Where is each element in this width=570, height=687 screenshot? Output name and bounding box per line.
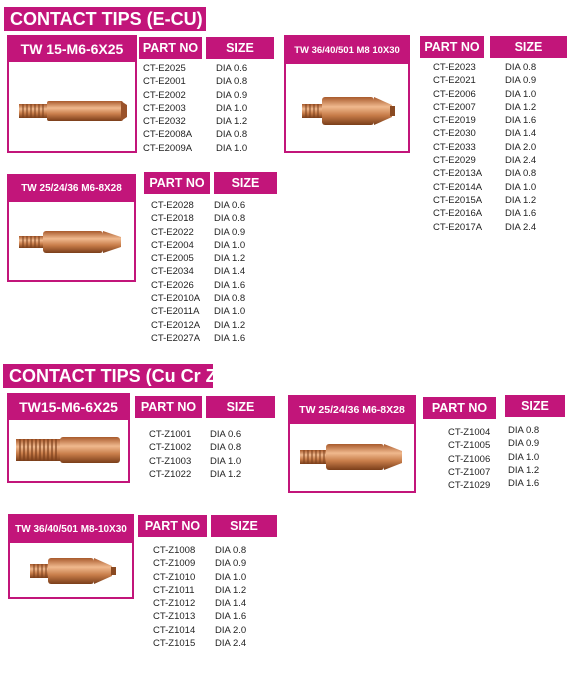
part-number: CT-E2028 — [151, 200, 194, 211]
size-value: DIA 1.6 — [505, 115, 537, 127]
size-value: DIA 0.9 — [508, 438, 540, 450]
size-value: DIA 2.4 — [505, 221, 537, 233]
header-size: SIZE — [214, 172, 277, 194]
part-number: CT-E2017A — [433, 221, 483, 233]
size-value: DIA 0.6 — [216, 63, 248, 74]
part-number: CT-E2001 — [143, 76, 186, 88]
part-number: CT-E2034 — [151, 266, 194, 278]
size-value: DIA 1.4 — [214, 266, 246, 278]
part-number: CT-E2027A — [151, 332, 201, 344]
size-value: DIA 1.2 — [505, 194, 537, 206]
size-value: DIA 1.4 — [215, 598, 247, 610]
contact-tip-image — [28, 550, 120, 592]
part-number: CT-E2003 — [143, 102, 186, 114]
size-value: DIA 1.0 — [210, 455, 242, 467]
size-list — [214, 200, 245, 346]
size-value: DIA 0.9 — [505, 75, 537, 87]
part-number: CT-Z1012 — [153, 598, 196, 610]
header-size: SIZE — [490, 36, 567, 58]
product-title: TW 25/24/36 M6-8X28 — [9, 176, 134, 202]
part-number: CT-E2005 — [151, 253, 194, 265]
part-number: CT-E2022 — [151, 226, 194, 238]
header-part-no: PART NO — [423, 397, 496, 419]
product-title: TW 36/40/501 M8-10X30 — [10, 516, 132, 543]
size-value: DIA 0.6 — [214, 200, 246, 211]
size-value: DIA 1.0 — [216, 142, 248, 154]
size-value: DIA 0.8 — [214, 213, 246, 225]
product-card-tw15-ecu — [7, 35, 137, 153]
size-value: DIA 1.0 — [215, 571, 247, 583]
size-value: DIA 1.0 — [508, 451, 540, 463]
part-number: CT-Z1011 — [153, 584, 195, 596]
header-size: SIZE — [206, 396, 275, 418]
size-value: DIA 1.2 — [214, 319, 246, 331]
size-value: DIA 1.6 — [215, 611, 247, 623]
part-number-list — [153, 544, 195, 650]
header-part-no: PART NO — [144, 172, 210, 194]
part-number: CT-Z1005 — [448, 440, 491, 452]
part-number: CT-Z1010 — [153, 571, 196, 583]
part-number: CT-Z1009 — [153, 558, 196, 570]
part-number: CT-Z1002 — [149, 442, 192, 454]
size-value: DIA 0.8 — [508, 425, 540, 436]
part-number-list — [143, 62, 192, 155]
part-number: CT-E2002 — [143, 89, 186, 101]
part-number: CT-E2013A — [433, 168, 483, 180]
part-number: CT-E2018 — [151, 213, 194, 225]
size-value: DIA 1.6 — [505, 208, 537, 220]
header-part-no: PART NO — [139, 37, 202, 59]
header-size: SIZE — [505, 395, 565, 417]
size-value: DIA 0.8 — [505, 168, 537, 180]
size-value: DIA 2.0 — [505, 141, 537, 153]
size-value: DIA 0.8 — [505, 62, 537, 73]
product-card-tw15-zr — [7, 393, 130, 483]
part-number: CT-E2021 — [433, 75, 476, 87]
part-number: CT-E2010A — [151, 293, 201, 305]
size-list — [210, 428, 241, 481]
size-list — [505, 61, 536, 234]
part-number: CT-E2012A — [151, 319, 201, 331]
part-number: CT-E2016A — [433, 208, 483, 220]
size-value: DIA 1.2 — [214, 253, 246, 265]
part-number: CT-Z1029 — [448, 480, 491, 492]
product-title: TW 15-M6-6X25 — [9, 37, 135, 62]
product-card-tw36-zr — [8, 514, 134, 599]
part-number: CT-Z1014 — [153, 624, 196, 636]
part-number: CT-E2025 — [143, 63, 186, 74]
header-part-no: PART NO — [420, 36, 484, 58]
size-value: DIA 1.2 — [216, 116, 248, 128]
contact-tip-image — [17, 93, 129, 129]
part-number: CT-E2009A — [143, 142, 193, 154]
part-number-list — [433, 61, 482, 234]
size-value: DIA 1.2 — [508, 464, 540, 476]
size-value: DIA 1.2 — [210, 468, 242, 480]
part-number: CT-E2006 — [433, 88, 476, 100]
part-number: CT-Z1008 — [153, 545, 196, 556]
part-number: CT-E2014A — [433, 181, 483, 193]
header-part-no: PART NO — [135, 396, 202, 418]
size-list — [216, 62, 247, 155]
part-number: CT-Z1022 — [149, 468, 192, 480]
contact-tip-image — [14, 431, 126, 469]
size-value: DIA 0.9 — [216, 89, 248, 101]
product-title: TW15-M6-6X25 — [9, 395, 128, 420]
part-number: CT-Z1013 — [153, 611, 196, 623]
part-number: CT-Z1003 — [149, 455, 192, 467]
size-list — [508, 425, 539, 491]
product-title: TW 25/24/36 M6-8X28 — [290, 397, 414, 424]
size-value: DIA 0.6 — [210, 429, 242, 440]
part-number: CT-E2011A — [151, 306, 200, 318]
size-value: DIA 1.0 — [214, 239, 246, 251]
part-number: CT-E2007 — [433, 101, 476, 113]
part-number-list — [448, 427, 490, 493]
product-card-tw25-zr — [288, 395, 416, 493]
size-value: DIA 1.0 — [505, 88, 537, 100]
header-size: SIZE — [211, 515, 277, 537]
part-number: CT-E2008A — [143, 129, 193, 141]
section-title-ecu: CONTACT TIPS (E-CU) — [4, 7, 206, 31]
contact-tip-image — [300, 87, 398, 135]
contact-tip-image — [298, 437, 408, 477]
size-value: DIA 0.9 — [214, 226, 246, 238]
size-value: DIA 1.2 — [505, 101, 537, 113]
size-value: DIA 0.8 — [215, 545, 247, 556]
size-value: DIA 1.0 — [216, 102, 248, 114]
size-value: DIA 0.8 — [214, 293, 246, 305]
header-size: SIZE — [206, 37, 274, 59]
size-value: DIA 0.8 — [210, 442, 242, 454]
part-number-list — [151, 200, 200, 346]
part-number: CT-E2019 — [433, 115, 476, 127]
size-value: DIA 1.6 — [214, 332, 246, 344]
part-number: CT-E2004 — [151, 239, 194, 251]
section-title-cucrzr: CONTACT TIPS (Cu Cr Zr) — [3, 364, 213, 388]
size-value: DIA 2.4 — [505, 155, 537, 167]
part-number: CT-Z1015 — [153, 638, 196, 650]
part-number: CT-Z1001 — [149, 429, 192, 440]
part-number: CT-E2026 — [151, 279, 194, 291]
size-value: DIA 1.6 — [214, 279, 246, 291]
size-list — [215, 544, 246, 650]
size-value: DIA 1.2 — [215, 584, 247, 596]
part-number: CT-E2023 — [433, 62, 476, 73]
product-card-tw25-ecu — [7, 174, 136, 282]
part-number: CT-E2033 — [433, 141, 476, 153]
header-part-no: PART NO — [138, 515, 207, 537]
contact-tip-image — [17, 224, 127, 260]
size-value: DIA 2.4 — [215, 638, 247, 650]
part-number: CT-E2032 — [143, 116, 186, 128]
part-number-list — [149, 428, 191, 481]
size-value: DIA 0.8 — [216, 129, 248, 141]
part-number: CT-E2029 — [433, 155, 476, 167]
size-value: DIA 0.9 — [215, 558, 247, 570]
product-card-tw36-ecu — [284, 35, 410, 153]
size-value: DIA 1.4 — [505, 128, 537, 140]
part-number: CT-Z1004 — [448, 427, 491, 438]
size-value: DIA 1.0 — [214, 306, 246, 318]
part-number: CT-Z1006 — [448, 453, 491, 465]
size-value: DIA 1.0 — [505, 181, 537, 193]
part-number: CT-Z1007 — [448, 466, 491, 478]
size-value: DIA 1.6 — [508, 478, 540, 490]
size-value: DIA 0.8 — [216, 76, 248, 88]
part-number: CT-E2030 — [433, 128, 476, 140]
size-value: DIA 2.0 — [215, 624, 247, 636]
part-number: CT-E2015A — [433, 194, 483, 206]
product-title: TW 36/40/501 M8 10X30 — [286, 37, 408, 64]
